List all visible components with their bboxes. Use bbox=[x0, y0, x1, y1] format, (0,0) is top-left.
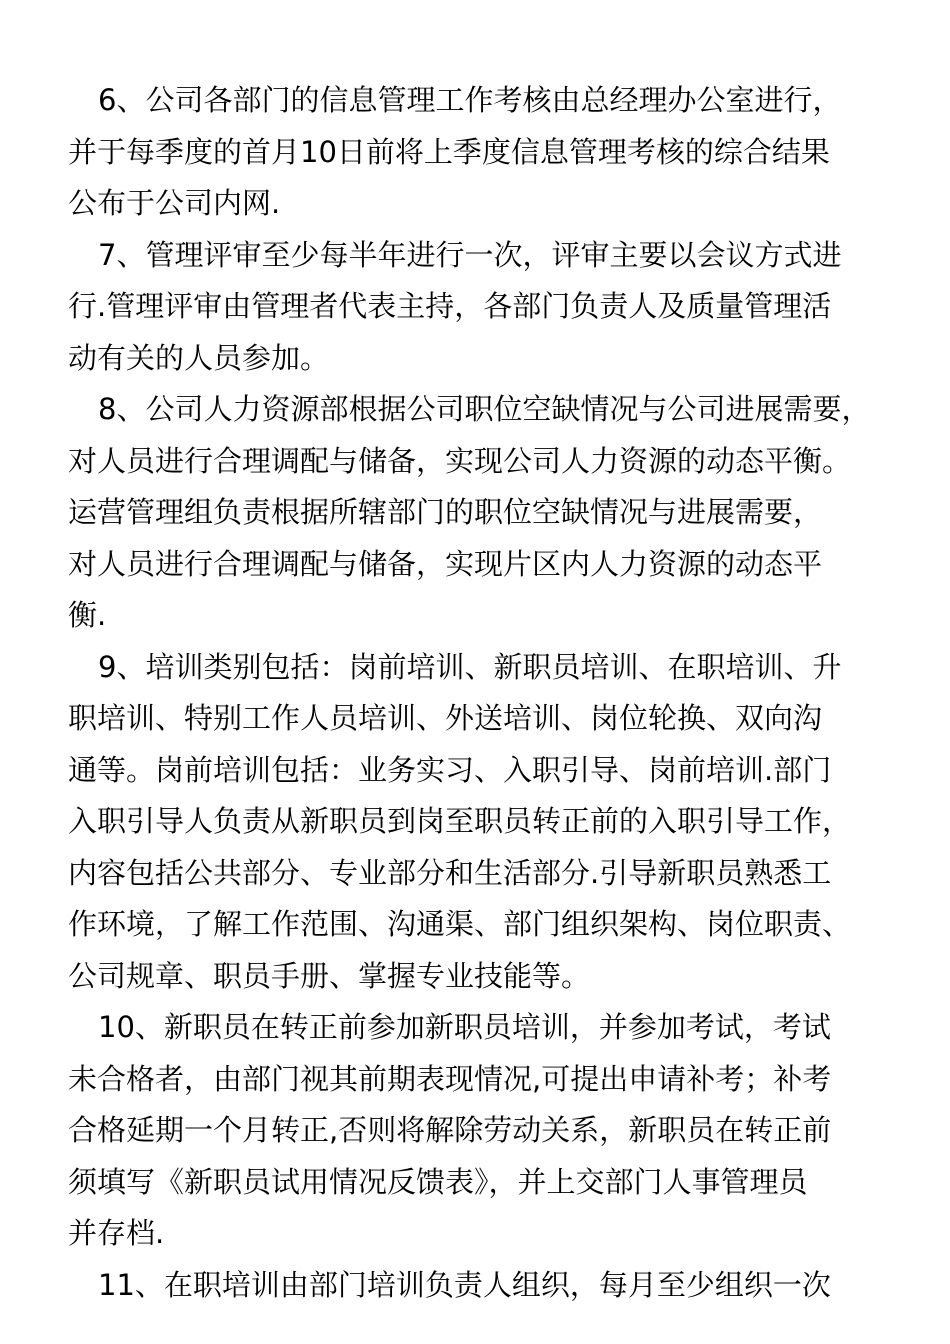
paragraph-7 bbox=[68, 230, 898, 385]
paragraph-10 bbox=[68, 1002, 898, 1260]
text-line: 通等。岗前培训包括：业务实习、入职引导、岗前培训.部门 bbox=[68, 752, 832, 787]
text-line: 公司规章、职员手册、掌握专业技能等。 bbox=[68, 958, 591, 993]
text-line: 6、公司各部门的信息管理工作考核由总经理办公室进行， bbox=[98, 83, 842, 117]
paragraph-11 bbox=[68, 1260, 898, 1312]
text-line: 公布于公司内网. bbox=[68, 186, 281, 220]
text-line: 运营管理组负责根据所辖部门的职位空缺情况与进展需要， bbox=[68, 495, 823, 529]
text-line: 对人员进行合理调配与储备，实现片区内人力资源的动态平 bbox=[68, 546, 823, 581]
text-line: 并于每季度的首月10日前将上季度信息管理考核的综合结果 bbox=[68, 134, 830, 169]
text-line: 职培训、特别工作人员培训、外送培训、岗位轮换、双向沟 bbox=[68, 701, 823, 735]
text-line: 动有关的人员参加。 bbox=[68, 340, 330, 375]
text-line: 合格延期一个月转正,否则将解除劳动关系，新职员在转正前 bbox=[68, 1113, 832, 1147]
text-line: 9、培训类别包括：岗前培训、新职员培训、在职培训、升 bbox=[98, 649, 842, 684]
text-line: 衡. bbox=[68, 598, 107, 632]
text-line: 未合格者，由部门视其前期表现情况,可提出申请补考；补考 bbox=[68, 1061, 832, 1096]
text-line: 11、在职培训由部门培训负责人组织，每月至少组织一次 bbox=[98, 1267, 831, 1302]
document-page bbox=[68, 75, 898, 1311]
text-line: 行.管理评审由管理者代表主持，各部门负责人及质量管理活 bbox=[68, 289, 832, 323]
text-line: 10、新职员在转正前参加新职员培训，并参加考试，考试 bbox=[98, 1010, 831, 1044]
paragraph-6 bbox=[68, 75, 898, 230]
text-line: 7、管理评审至少每半年进行一次，评审主要以会议方式进 bbox=[98, 237, 842, 272]
text-line: 须填写《新职员试用情况反馈表》，并上交部门人事管理员 bbox=[68, 1164, 808, 1199]
text-line: 并存档. bbox=[68, 1216, 165, 1250]
paragraph-9 bbox=[68, 642, 898, 1003]
paragraph-8 bbox=[68, 384, 898, 642]
text-line: 内容包括公共部分、专业部分和生活部分.引导新职员熟悉工 bbox=[68, 855, 832, 890]
text-line: 8、公司人力资源部根据公司职位空缺情况与公司进展需要， bbox=[98, 392, 871, 426]
text-line: 作环境，了解工作范围、沟通渠、部门组织架构、岗位职责、 bbox=[68, 907, 852, 941]
text-line: 对人员进行合理调配与储备，实现公司人力资源的动态平衡。 bbox=[68, 443, 852, 478]
text-line: 入职引导人负责从新职员到岗至职员转正前的入职引导工作， bbox=[68, 804, 852, 838]
